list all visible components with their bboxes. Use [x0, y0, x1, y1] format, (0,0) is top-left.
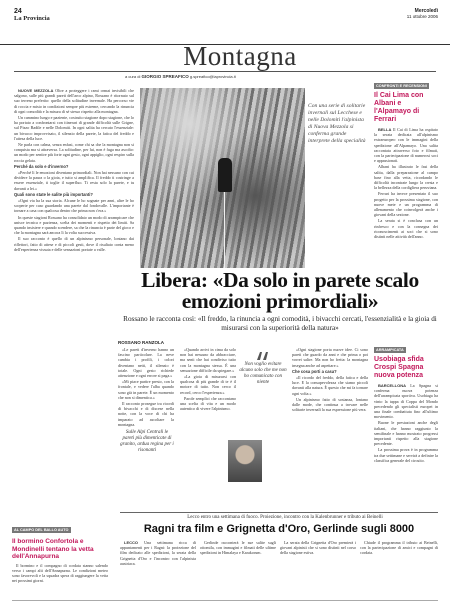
- pull-quote-2: [238, 352, 288, 386]
- article-author: ROSSANO RANZOLA: [118, 340, 164, 345]
- bottom-box: [12, 518, 108, 606]
- sidebar-tag: CONFRONTI E RECENSIONI: [376, 84, 427, 88]
- sidebar-title-2: Usobiaga sfida Crospi Spagna nuova potenza: [374, 356, 424, 379]
- article-column-3: «Quando arrivi in cima da solo non hai nessuno da abbracciare, ma senti che hai condiviso tutto con la montagna stessa. È una sensazione difficile da spiegare.» «La gioia di misurarsi con qualcosa di più grande di te è il motore di tutto. Non cerco il record, cerco l'esperienza.» Parole semplici che raccontano una scelta di vita e un modo autentico di vivere l'alpinismo.: [180, 347, 236, 412]
- page-number: 24: [14, 8, 22, 15]
- bottom-rule: [120, 512, 438, 513]
- article-column-1: NUOVE MEZZOLA Oltre a proteggere i rami ormai invisibili che salgono, sulle più grandi pareti dell'arco alpino, Rossano è ritornato sul suo terreno preferito: quello della solitudine invernale. Ha percorso vie di roccia e misto in condizioni sempre più estreme, cercando la rinuncia di ogni comodità e la misura di sé stesso rispetto alla montagna. Un cammino lungo e paziente, costruito stagione dopo stagione, che lo ha portato a confrontarsi con itinerari di grande difficoltà sulle Grigne, sul Pizzo Badile e nelle Dolomiti. In ogni salita ha cercato l'essenziale: un bivacco improvvisato, il silenzio della parete, la fatica del freddo e l'attesa della luce. Ne parla con calma, senza enfasi, come chi sa che la montagna non si conquista ma si attraversa. La solitudine, per lui, non è fuga ma ascolto: un modo per sentire più forte ogni gesto, ogni appiglio, ogni respiro sulla roccia gelata. Perché da solo e d'inverno? «Perché lì le emozioni diventano primordiali. Non hai nessuno con cui dividere la paura o la gioia, e tutto si amplifica. Il freddo ti costringe a essere essenziale, ti toglie il superfluo. Ti resta solo la parete, e tu davanti a lei.» Quali sono state le salite più importanti? «Ogni via ha la sua storia. Alcune le ho sognate per anni, altre le ho scoperte per caso guardando una parete dal fondovalle. L'importante è tornare a casa con qualcosa dentro che prima non c'era.» In queste stagioni Rossano ha consolidato un modo di arrampicare che unisce tecnica e pazienza, scelta dei momenti e rispetto dei limiti. Sa quando insistere e quando scendere, sa che la rinuncia è parte del gioco e che la montagna sarà ancora lì la volta successiva. Il suo racconto è quello di un alpinismo personale, lontano dai riflettori, fatto di attese e di piccoli gesti, dove il risultato conta meno dell'esperienza vissuta e delle sensazioni portate a valle.: [14, 88, 134, 252]
- bottom-column-2: Gerlinde racconterà le sue salite sugli ottomila, con immagini e filmati delle ultime spedizioni in Himalaya e Karakorum.: [200, 540, 276, 556]
- sidebar-text: BELLA Il Cai di Lima ha ospitato la serata dedicata all'alpinismo extraeuropeo con le immagini della spedizione all'Alpamayo. Una salita raccontata attraverso foto e filmati, con la partecipazione di numerosi soci e appassionati. Albani ha illustrato le fasi della salita, dalla preparazione al campo base fino alla vetta, ricordando le difficoltà incontrate lungo la cresta e la bellezza della cordigliera peruviana. Ferrari ha invece presentato il suo progetto per la prossima stagione, con nuove mete e un programma di allenamento che coinvolgerà anche i giovani della sezione. La serata si è conclusa con un rinfresco e con la consegna dei riconoscimenti ai soci che si sono distinti nelle attività dell'anno.: [374, 127, 438, 240]
- sidebar-tag-2: ARRAMPICATA: [376, 348, 404, 352]
- main-headline: Libera: «Da solo in parete scalo emozioni primordiali»: [141, 268, 419, 313]
- pull-quote-2-text: Non voglio evitare alcuno solo che me non ho comunicato con niente: [239, 362, 287, 385]
- climbing-photo: [140, 88, 305, 268]
- byline-email: g.spreafico@laprovincia.it: [189, 74, 236, 79]
- section-byline: [125, 74, 236, 79]
- bottom-tag: AL CAMPO DEL BALLO AUTO: [14, 528, 69, 532]
- byline-name: GIORGIO SPREAFICO: [141, 74, 189, 79]
- article-column-2: «Le pareti d'inverno hanno un fascino particolare. La neve cambia i profili, i colori diventano netti, il silenzio è totale. Ogni gesto richiede attenzione e ogni errore si paga.» «Mi piace partire presto, con la frontale, e vedere l'alba quando sono già in parete. È un momento che non si dimentica.» Il racconto prosegue tra ricordi di bivacchi e di discese nella notte, con la voce di chi ha imparato ad ascoltare la montagna.: [118, 347, 174, 427]
- photo-caption: Con una serie di solitarie invernali sul Lecchese e nelle Dolomiti l'alpinista di Nuova Mezzola si conferma grande interprete della specialità: [308, 103, 366, 144]
- page-header-left: [14, 8, 50, 22]
- bottom-box-text: Il bormino e il compagno di cordata stanno salendo verso i campi alti dell'Annapurna. Le condizioni meteo sono favorevoli e la squadra spera di raggiungere la vetta nei prossimi giorni.: [12, 562, 108, 584]
- author-portrait: [228, 440, 262, 482]
- day-label: Mercoledì: [414, 8, 438, 14]
- bottom-kicker: Lecco entro una settimana di fuoco. Proiezione, incontro con la Kalenbrunner e tributo ai Beinelli: [187, 515, 383, 520]
- article-column-4: «Ogni stagione porta nuove idee. Ci sono pareti che guardo da anni e che prima o poi vorrei salire. Ma non ho fretta: la montagna insegna anche ad aspettare.» Che cosa porti a casa? «Il ricordo del freddo, della fatica e della luce. E la consapevolezza che siamo piccoli davanti alla natura. È questo che mi fa tornare ogni volta.» Un alpinismo fatto di sostanza, lontano dalle mode, che continua a trovare nelle solitarie invernali la sua espressione più vera.: [292, 347, 368, 413]
- date-label: 11 ottobre 2006: [406, 14, 438, 19]
- page-header-right: [407, 8, 438, 20]
- bottom-headline: Ragni tra film e Grignetta d'Oro, Gerlinde sugli 8000: [143, 523, 415, 535]
- bottom-column-3: La serata della Grignetta d'Oro premierà i giovani alpinisti che si sono distinti nel corso della stagione estiva.: [280, 540, 356, 556]
- section-title: Montagna: [183, 41, 297, 71]
- main-subhead: Rossano le racconta così: «Il freddo, la rinuncia a ogni comodità, i bivacchi cercati, l'essenzialità e la gioia di misurarsi con la superiorità della natura»: [123, 315, 437, 332]
- publication-name: La Provincia: [14, 15, 50, 22]
- pull-quote-1: [120, 430, 174, 454]
- bottom-column-1: LECCO Una settimana ricca di appuntamenti per i Ragni: la proiezione del film dedicato alle spedizioni, la serata della Grignetta d'Oro e l'incontro con l'alpinista austriaca.: [120, 540, 196, 566]
- footer-rule: [12, 600, 438, 601]
- sidebar-text-2: BARCELLONA La Spagna si conferma nuova potenza dell'arrampicata sportiva. Usobiaga ha vinto la tappa di Coppa del Mondo precedendo gli specialisti europei in una finale combattuta fino all'ultimo movimento. Buone le prestazioni anche degli italiani, che hanno raggiunto la semifinale e hanno mostrato progressi importanti rispetto alla stagione precedente. La prossima prova è in programma tra due settimane e servirà a definire la classifica generale del circuito.: [374, 383, 438, 463]
- sidebar-title: Il Cai Lima con Albani e l'Alpamayo di Ferrari: [374, 92, 424, 123]
- quote-icon: [256, 352, 270, 360]
- section-rule: [14, 71, 436, 72]
- climber-figure: [218, 158, 232, 192]
- pull-quote-1-text: Sulle Alpi Centrali le pareti più dimenticate di granito, ardua regina per i risonanti: [120, 430, 174, 453]
- rope-line: [224, 192, 225, 268]
- bottom-box-title: Il bormino Confortola e Mondinelli tentano la vetta dell'Annapurna: [12, 538, 94, 561]
- byline-prefix: a cura di: [125, 74, 141, 79]
- bottom-column-4: Chiude il programma il tributo ai Beinelli, con la partecipazione di amici e compagni di cordata.: [360, 540, 438, 556]
